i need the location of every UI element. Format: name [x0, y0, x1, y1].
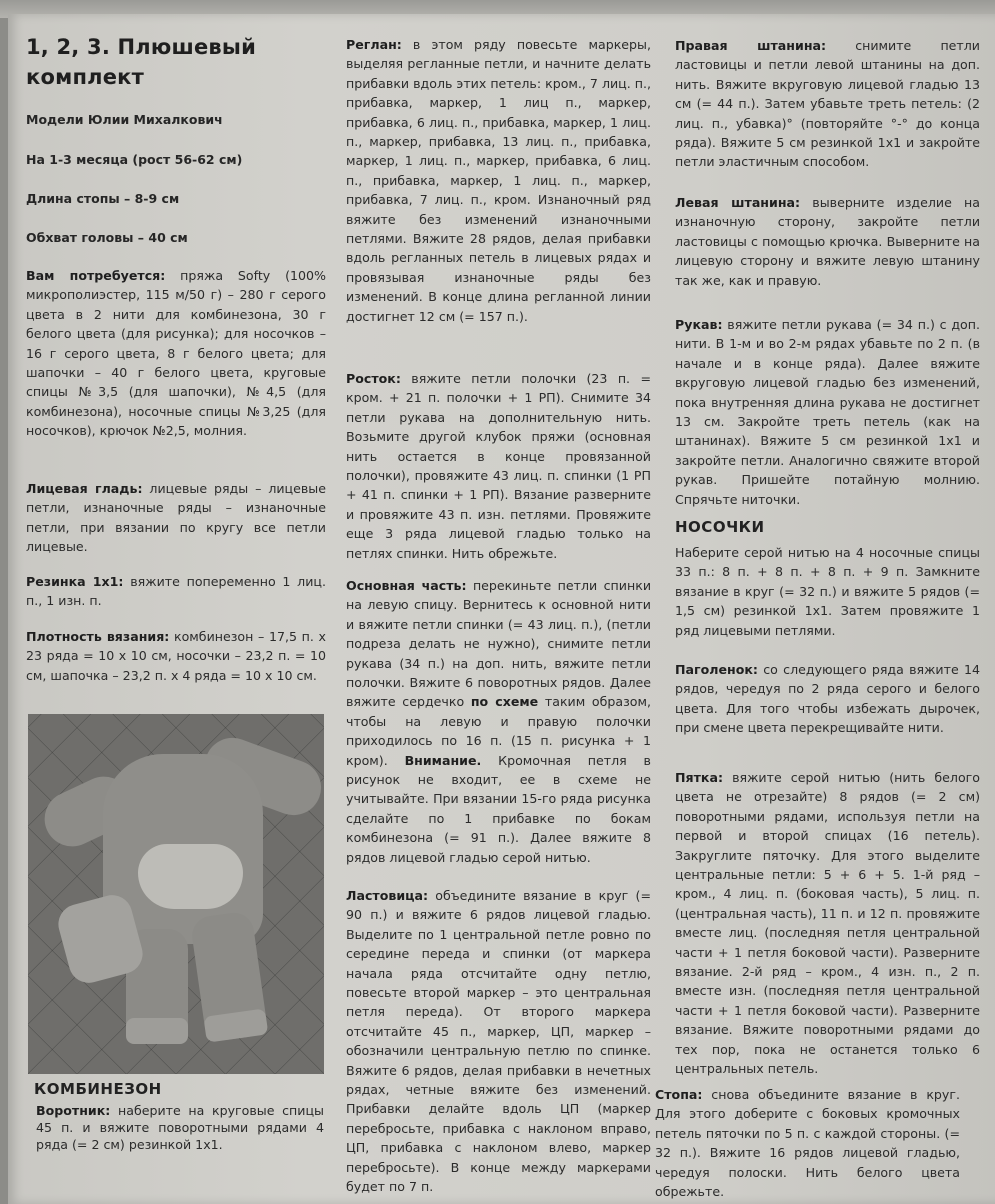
- attention-label: Внимание.: [404, 752, 482, 768]
- attention-text: Кромочная петля в рисунок не входит, ее в схеме не учитывайте. При вязании 15-го ряда рисунка сделайте по 1 прибавке по бокам комбинезона (= 91 п.). Далее вяжите 8 рядов лицевой гладью серой нитью.: [346, 752, 651, 865]
- page-title: 1, 2, 3. Плюшевый комплект: [26, 35, 257, 89]
- stockinette-text: лицевые ряды – лицевые петли, изнаночные ряды – изнаночные петли, при вязании по кругу все петли лицевые.: [26, 481, 326, 555]
- head-girth-line: Обхват головы – 40 см: [26, 230, 188, 245]
- foot-length-line: Длина стопы – 8-9 см: [26, 191, 180, 206]
- heel-paragraph: [675, 768, 980, 1079]
- right-leg-text: снимите петли ластовицы и петли левой штанины на доп. нить. Вяжите вкруговую лицевой гладью 13 см (= 44 п.). Затем убавьте треть петель: (2 лиц. п., убавка)° (повторяйте °-° до конца ряда). Вяжите 5 см резинкой 1х1 и закройте петли эластичным способом.: [675, 38, 980, 170]
- left-leg-paragraph: [675, 193, 980, 290]
- foot-label: Стопа:: [655, 1087, 703, 1102]
- sleeve-label: Рукав:: [675, 317, 723, 332]
- jumpsuit-heading: КОМБИНЕЗОН: [34, 1080, 162, 1098]
- sprout-paragraph: [346, 369, 651, 563]
- socks-heading: НОСОЧКИ: [675, 518, 765, 536]
- author-line: Модели Юлии Михалкович: [26, 112, 223, 127]
- collar-label: Воротник:: [36, 1103, 111, 1118]
- heel-text: вяжите серой нитью (нить белого цвета не отрезайте) 8 рядов (= 2 см) поворотными рядами, используя петли на первой и второй спицах (16 петель). Закруглите пяточку. Для этого выделите центральные петли: 5 + 6 + 5. 1-й ряд – кром., 4 лиц. п. (боковая часть), 5 лиц. п. (центральная часть), 11 п. и 12 п. провяжите вместе лиц. (последняя петля центральной части + 1 петля боковой части). Разверните вязание. 2-й ряд – кром., 4 изн. п., 2 п. вместе изн. (последняя петля центральной части + 1 петля боковой части). Разверните вязание. Вяжите поворотными рядами до тех пор, пока не останется только 6 центральных петель.: [675, 770, 980, 1077]
- rib-text: вяжите попеременно 1 лиц. п., 1 изн. п.: [26, 574, 326, 609]
- collar-text: наберите на круговые спицы 45 п. и вяжите поворотными рядами 4 ряда (= 2 см) резинкой 1х1.: [36, 1103, 324, 1152]
- sleeve-text: вяжите петли рукава (= 34 п.) с доп. нити. В 1-м и во 2-м рядах убавьте по 2 п. (в начале и в конце ряда). Далее вяжите вкруговую лицевой гладью без изменений, пока внутренняя длина рукава не достигнет 13 см. Закройте треть петель (как на штанинах). Вяжите 5 см резинкой 1х1 и закройте петли. Аналогично свяжите второй рукав. Пришейте потайную молнию. Спрячьте ниточки.: [675, 317, 980, 507]
- materials-label: Вам потребуется:: [26, 268, 166, 283]
- main-part-label: Основная часть:: [346, 578, 467, 593]
- main-part-text-cont: таким образом, чтобы на левую и правую полочки приходилось по 16 п. (15 п. рисунка + 1 кром).: [346, 694, 651, 768]
- photo-cuff: [126, 1018, 188, 1044]
- left-leg-label: Левая штанина:: [675, 195, 801, 210]
- age-size-line: На 1-3 месяца (рост 56-62 см): [26, 152, 243, 167]
- stockinette-label: Лицевая гладь:: [26, 481, 143, 496]
- sock-leg-paragraph: [675, 660, 980, 738]
- sock-leg-label: Паголенок:: [675, 662, 758, 677]
- heel-label: Пятка:: [675, 770, 724, 785]
- left-leg-text: выверните изделие на изнаночную сторону, закройте петли ластовицы с помощью крючка. Выверните на лицевую сторону и вяжите левую штанину так же, как и правую.: [675, 195, 980, 288]
- stockinette-paragraph: [26, 479, 326, 557]
- sock-leg-text: со следующего ряда вяжите 14 рядов, чередуя по 2 ряда серого и белого цвета. Для того чтобы избежать дырочек, при смене цвета перекрещивайте нити.: [675, 662, 980, 736]
- right-leg-label: Правая штанина:: [675, 38, 827, 53]
- main-part-text: перекиньте петли спинки на левую спицу. Вернитесь к основной нити и вяжите петли спинки (= 43 лиц. п.), (петли подреза делать не нужно), снимите петли рукава (34 п.) на доп. нить, вяжите петли полочки. Вяжите 6 поворотных рядов. Далее вяжите сердечко: [346, 578, 652, 710]
- materials-paragraph: [26, 266, 326, 441]
- gusset-text: объедините вязание в круг (= 90 п.) и вяжите 6 рядов лицевой гладью. Выделите по 1 центральной петле ровно по середине переда и спинки (от маркера начала ряда отсчитайте одну петлю, повесьте второй маркер – это центральная петля переда). От второго маркера отсчитайте 45 п., маркер, ЦП, маркер – обозначили центральную петлю по спинке. Вяжите 6 рядов, делая прибавки в нечетных рядах, четные вяжите без изменений. Прибавки делайте вдоль ЦП (маркер перебросьте, прибавка с наклоном вправо, ЦП, прибавка с наклоном влево, маркер перебросьте). В конце между маркерами будет по 7 п.: [346, 888, 651, 1195]
- gauge-text: комбинезон – 17,5 п. х 23 ряда = 10 х 10 см, носочки – 23,2 п. = 10 см, шапочка – 23,2 п. х 4 ряда = 10 х 10 см.: [26, 629, 326, 683]
- sprout-text: вяжите петли полочки (23 п. = кром. + 21 п. полочки + 1 РП). Снимите 34 петли рукава на дополнительную нить. Возьмите другой клубок пряжи (основная нить остается в конце провязанной полочки), провяжите 43 лиц. п. спинки (1 РП + 41 п. спинки + 1 РП). Вязание разверните и провяжите 43 п. изн. петлями. Провяжите еще 3 ряда лицевой гладью только на петлях спинки. Нить обрежьте.: [346, 371, 651, 561]
- jumpsuit-photo: [28, 714, 324, 1074]
- photo-heart-motif: [138, 844, 243, 909]
- sleeve-paragraph: [675, 315, 980, 509]
- materials-text: пряжа Softy (100% микрополиэстер, 115 м/50 г) – 280 г серого цвета в 2 нити для комбинезона, 30 г белого цвета (для рисунка); для носочков – 16 г серого цвета, 8 г белого цвета; для шапочки – 40 г белого цвета, круговые спицы №3,5 (для шапочки), №4,5 (для комбинезона), носочные спицы №3,25 (для носочков), крючок №2,5, молния.: [26, 268, 326, 439]
- gusset-paragraph: [346, 886, 651, 1197]
- rib-paragraph: [26, 572, 326, 611]
- raglan-label: Реглан:: [346, 37, 402, 52]
- socks-intro-paragraph: Наберите серой нитью на 4 носочные спицы 33 п.: 8 п. + 8 п. + 8 п. + 9 п. Замкните вязание в круг (= 32 п.) и вяжите 5 рядов (= 1,5 см) резинкой 1х1. Затем провяжите 1 ряд лицевыми петлями.: [675, 545, 980, 638]
- gauge-label: Плотность вязания:: [26, 629, 170, 644]
- foot-paragraph: [655, 1085, 960, 1201]
- collar-paragraph: [36, 1102, 324, 1153]
- scheme-link-text: по схеме: [470, 694, 539, 710]
- raglan-text: в этом ряду повесьте маркеры, выделяя регланные петли, и начните делать прибавки вдоль этих петель: кром., 7 лиц. п., прибавка, маркер, 1 лиц п., маркер, прибавка, 6 лиц. п., прибавка, маркер, 1 лиц. п., маркер, прибавка, 13 лиц. п., прибавка, маркер, 1 лиц. п., маркер, прибавка, 6 лиц. п., прибавка, маркер, 1 лиц. п., маркер, прибавка, 7 лиц. п., кром. Изнаночный ряд вяжите без изменений изнаночными петлями. Вяжите 28 рядов, делая прибавки вдоль регланных петель в лицевых рядах и провязывая изнаночные ряды без изменений. В конце длина регланной линии достигнет 12 см (= 157 п.).: [346, 37, 651, 324]
- right-leg-paragraph: [675, 36, 980, 172]
- gusset-label: Ластовица:: [346, 888, 429, 903]
- photo-cuff: [203, 1008, 268, 1042]
- foot-text: снова объедините вязание в круг. Для этого доберите с боковых кромочных петель пяточки по 5 п. с каждой стороны. (= 32 п.). Вяжите 16 рядов лицевой гладью, чередуя полоски. Нить белого цвета обрежьте.: [655, 1087, 960, 1200]
- gauge-paragraph: [26, 627, 326, 685]
- main-part-paragraph: [346, 576, 651, 867]
- sprout-label: Росток:: [346, 371, 401, 386]
- raglan-paragraph: [346, 35, 651, 326]
- rib-label: Резинка 1х1:: [26, 574, 124, 589]
